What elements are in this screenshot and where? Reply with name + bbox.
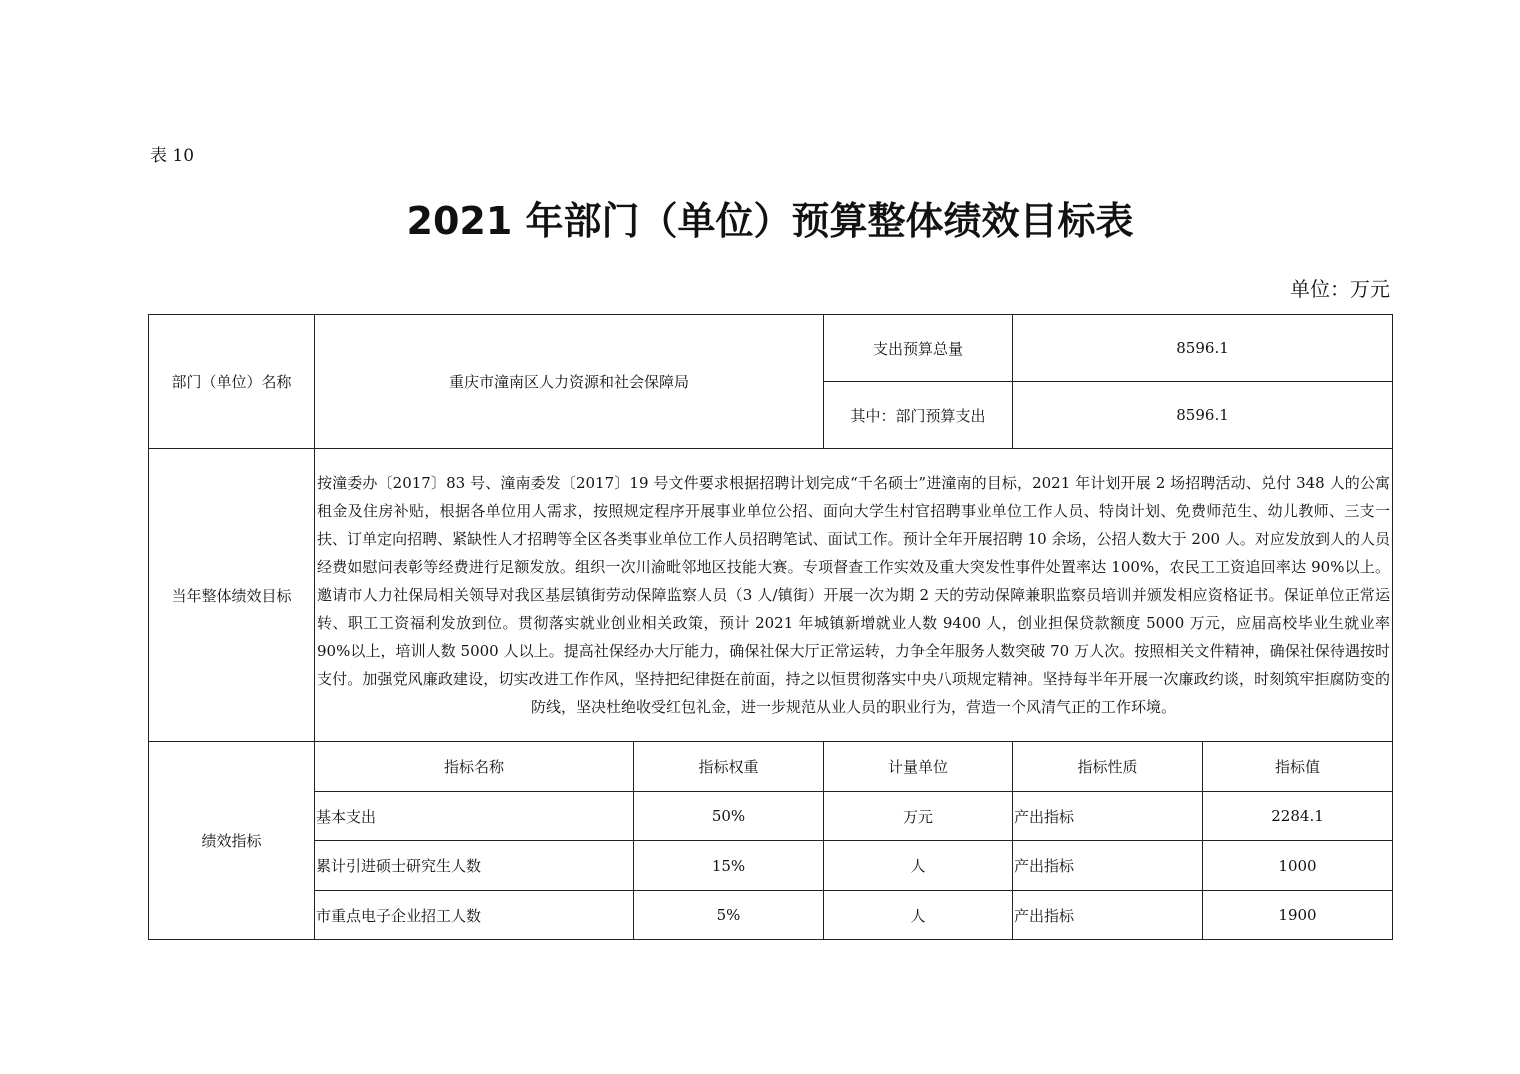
document-title: 2021 年部门（单位）预算整体绩效目标表 [406, 199, 1134, 243]
indicator-unit: 人 [824, 891, 1013, 940]
total-budget-label: 支出预算总量 [824, 315, 1013, 382]
indicator-nature: 产出指标 [1013, 792, 1203, 841]
indicator-name: 市重点电子企业招工人数 [315, 891, 634, 940]
indicator-value: 2284.1 [1203, 792, 1393, 841]
goal-text: 按潼委办〔2017〕83 号、潼南委发〔2017〕19 号文件要求根据招聘计划完成“千名硕士”进潼南的目标，2021 年计划开展 2 场招聘活动、兑付 348 人的公寓租金及住房补贴，根据各单位用人需求，按照规定程序开展事业单位公招、面向大学生村官招聘事业单位工作人员、特岗计划、免费师范生、幼儿教师、三支一扶、订单定向招聘、紧缺性人才招聘等全区各类事业单位工作人员招聘笔试、面试工作。预计全年开展招聘 10 余场，公招人数大于 200 人。对应发放到人的人员经费如慰问表彰等经费进行足额发放。组织一次川渝毗邻地区技能大赛。专项督查工作实效及重大突发性事件处置率达 100%，农民工工资追回率达 90%以上。邀请市人力社保局相关领导对我区基层镇街劳动保障监察人员（3 人/镇街）开展一次为期 2 天的劳动保障兼职监察员培训并颁发相应资格证书。保证单位正常运转、职工工资福利发放到位。贯彻落实就业创业相关政策，预计 2021 年城镇新增就业人数 9400 人，创业担保贷款额度 5000 万元，应届高校毕业生就业率 90%以上，培训人数 5000 人以上。提高社保经办大厅能力，确保社保大厅正常运转，力争全年服务人数突破 70 万人次。按照相关文件精神，确保社保待遇按时支付。加强党风廉政建设，切实改进工作作风，坚持把纪律挺在前面，持之以恒贯彻落实中央八项规定精神。坚持每半年开展一次廉政约谈，时刻筑牢拒腐防变的防线，坚决杜绝收受红包礼金，进一步规范从业人员的职业行为，营造一个风清气正的工作环境。 [315, 449, 1393, 742]
header-indicator-value: 指标值 [1203, 742, 1393, 792]
indicator-nature: 产出指标 [1013, 841, 1203, 891]
indicator-unit: 人 [824, 841, 1013, 891]
header-indicator-name: 指标名称 [315, 742, 634, 792]
table-number: 表 10 [150, 146, 195, 166]
indicator-weight: 15% [634, 841, 824, 891]
header-indicator-weight: 指标权重 [634, 742, 824, 792]
performance-table [148, 314, 1393, 940]
header-measure-unit: 计量单位 [824, 742, 1013, 792]
summary-row-total [149, 315, 1393, 382]
indicator-name: 累计引进硕士研究生人数 [315, 841, 634, 891]
indicator-nature: 产出指标 [1013, 891, 1203, 940]
table-row [149, 841, 1393, 891]
goal-row [149, 449, 1393, 742]
indicators-label: 绩效指标 [149, 742, 315, 940]
dept-name-value: 重庆市潼南区人力资源和社会保障局 [315, 315, 824, 449]
indicator-value: 1900 [1203, 891, 1393, 940]
table-row [149, 792, 1393, 841]
unit-label: 单位：万元 [1290, 277, 1390, 301]
indicator-header-row [149, 742, 1393, 792]
table-row [149, 891, 1393, 940]
goal-label: 当年整体绩效目标 [149, 449, 315, 742]
indicator-weight: 5% [634, 891, 824, 940]
header-indicator-nature: 指标性质 [1013, 742, 1203, 792]
dept-name-label: 部门（单位）名称 [149, 315, 315, 449]
total-budget-value: 8596.1 [1013, 315, 1393, 382]
indicator-name: 基本支出 [315, 792, 634, 841]
indicator-weight: 50% [634, 792, 824, 841]
indicator-value: 1000 [1203, 841, 1393, 891]
dept-budget-value: 8596.1 [1013, 382, 1393, 449]
indicator-unit: 万元 [824, 792, 1013, 841]
dept-budget-label: 其中：部门预算支出 [824, 382, 1013, 449]
